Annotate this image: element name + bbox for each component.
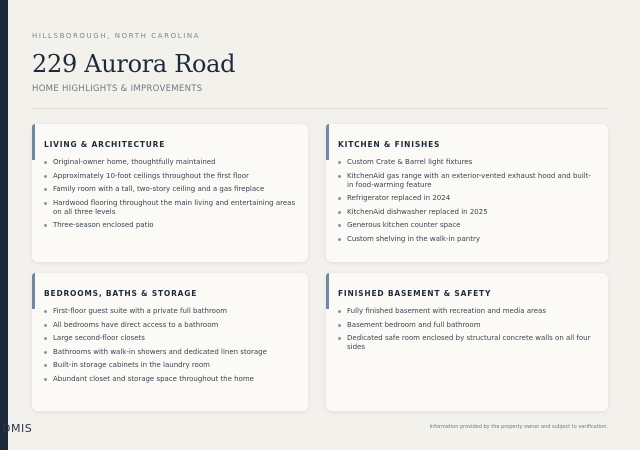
left-accent-bar (0, 0, 8, 450)
list-item: Built-in storage cabinets in the laundry room (44, 361, 296, 370)
feature-list (44, 307, 296, 388)
card-title: KITCHEN & FINISHES (338, 140, 441, 149)
card-title: BEDROOMS, BATHS & STORAGE (44, 289, 198, 298)
feature-list (338, 307, 596, 357)
card-accent (32, 124, 35, 160)
list-item: Custom shelving in the walk-in pantry (338, 235, 596, 244)
card-kitchen-finishes (326, 124, 608, 262)
list-item: Bathrooms with walk-in showers and dedicated linen storage (44, 348, 296, 357)
list-item: All bedrooms have direct access to a bathroom (44, 321, 296, 330)
list-item: Basement bedroom and full bathroom (338, 321, 596, 330)
list-item: Abundant closet and storage space throughout the home (44, 375, 296, 384)
list-item: Fully finished basement with recreation and media areas (338, 307, 596, 316)
header-divider (32, 108, 608, 109)
card-accent (326, 273, 329, 309)
location-label: HILLSBOROUGH, NORTH CAROLINA (32, 32, 201, 40)
card-basement-safety (326, 273, 608, 411)
list-item: Family room with a tall, two-story ceiling and a gas fireplace (44, 185, 296, 194)
list-item: KitchenAid gas range with an exterior-vented exhaust hood and built-in food-warming feature (338, 172, 596, 190)
list-item: Generous kitchen counter space (338, 221, 596, 230)
list-item: Original-owner home, thoughtfully maintained (44, 158, 296, 167)
list-item: KitchenAid dishwasher replaced in 2025 (338, 208, 596, 217)
page-title: 229 Aurora Road (32, 50, 236, 78)
page-header (32, 32, 608, 94)
card-title: FINISHED BASEMENT & SAFETY (338, 289, 492, 298)
card-title: LIVING & ARCHITECTURE (44, 140, 166, 149)
list-item: Approximately 10-foot ceilings throughout the first floor (44, 172, 296, 181)
footer-logo: DMIS (2, 422, 33, 435)
card-bedrooms-baths-storage (32, 273, 308, 411)
footer-disclaimer: Information provided by the property owner and subject to verification. (429, 424, 608, 430)
card-living-architecture (32, 124, 308, 262)
card-accent (32, 273, 35, 309)
list-item: Refrigerator replaced in 2024 (338, 194, 596, 203)
list-item: First-floor guest suite with a private full bathroom (44, 307, 296, 316)
list-item: Dedicated safe room enclosed by structural concrete walls on all four sides (338, 334, 596, 352)
feature-list (338, 158, 596, 248)
list-item: Large second-floor closets (44, 334, 296, 343)
feature-list (44, 158, 296, 235)
page-subtitle: HOME HIGHLIGHTS & IMPROVEMENTS (32, 84, 203, 94)
card-accent (326, 124, 329, 160)
list-item: Custom Crate & Barrel light fixtures (338, 158, 596, 167)
list-item: Three-season enclosed patio (44, 221, 296, 230)
list-item: Hardwood flooring throughout the main living and entertaining areas on all three levels (44, 199, 296, 217)
